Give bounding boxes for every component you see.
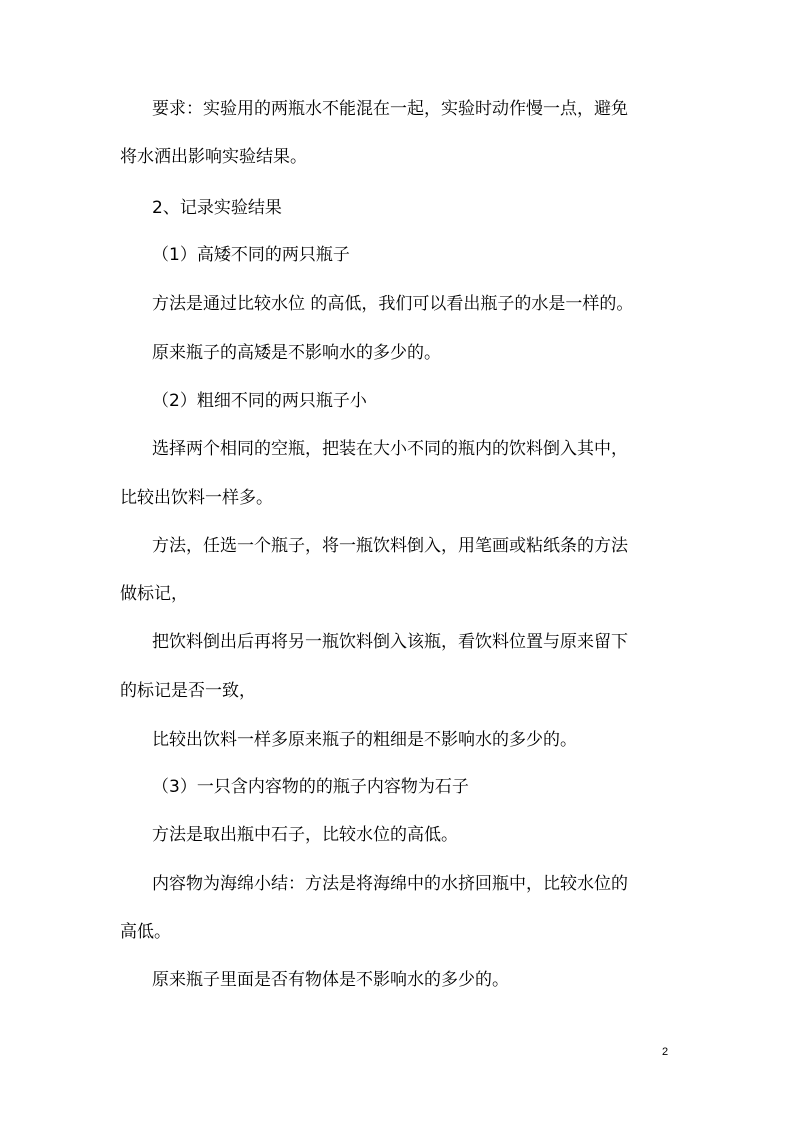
paragraph-line: 内容物为海绵小结：方法是将海绵中的水挤回瓶中，比较水位的 (152, 874, 628, 894)
paragraph-line: 方法是取出瓶中石子，比较水位的高低。 (152, 825, 458, 845)
page-number: 2 (662, 1046, 669, 1058)
paragraph-line: 比较出饮料一样多。 (120, 488, 273, 508)
paragraph-line: 要求：实验用的两瓶水不能混在一起，实验时动作慢一点，避免 (152, 99, 628, 119)
paragraph-line: 原来瓶子的高矮是不影响水的多少的。 (152, 343, 441, 363)
subsection-heading: （1）高矮不同的两只瓶子 (152, 245, 350, 265)
paragraph-line: 原来瓶子里面是否有物体是不影响水的多少的。 (152, 970, 509, 990)
paragraph-line: 选择两个相同的空瓶，把装在大小不同的瓶内的饮料倒入其中， (152, 439, 628, 459)
paragraph-line: 做标记， (120, 584, 188, 604)
paragraph-line: 方法，任选一个瓶子，将一瓶饮料倒入，用笔画或粘纸条的方法 (152, 536, 628, 556)
paragraph-line: 把饮料倒出后再将另一瓶饮料倒入该瓶，看饮料位置与原来留下 (152, 632, 628, 652)
paragraph-line: 比较出饮料一样多原来瓶子的粗细是不影响水的多少的。 (152, 730, 577, 750)
subsection-heading: （3）一只含内容物的的瓶子内容物为石子 (152, 777, 469, 797)
section-heading: 2、记录实验结果 (152, 198, 282, 218)
paragraph-line: 将水洒出影响实验结果。 (120, 147, 307, 167)
paragraph-line: 高低。 (120, 922, 171, 942)
paragraph-line: 方法是通过比较水位 的高低，我们可以看出瓶子的水是一样的。 (152, 294, 634, 314)
subsection-heading: （2）粗细不同的两只瓶子小 (152, 391, 367, 411)
paragraph-line: 的标记是否一致， (120, 681, 256, 701)
